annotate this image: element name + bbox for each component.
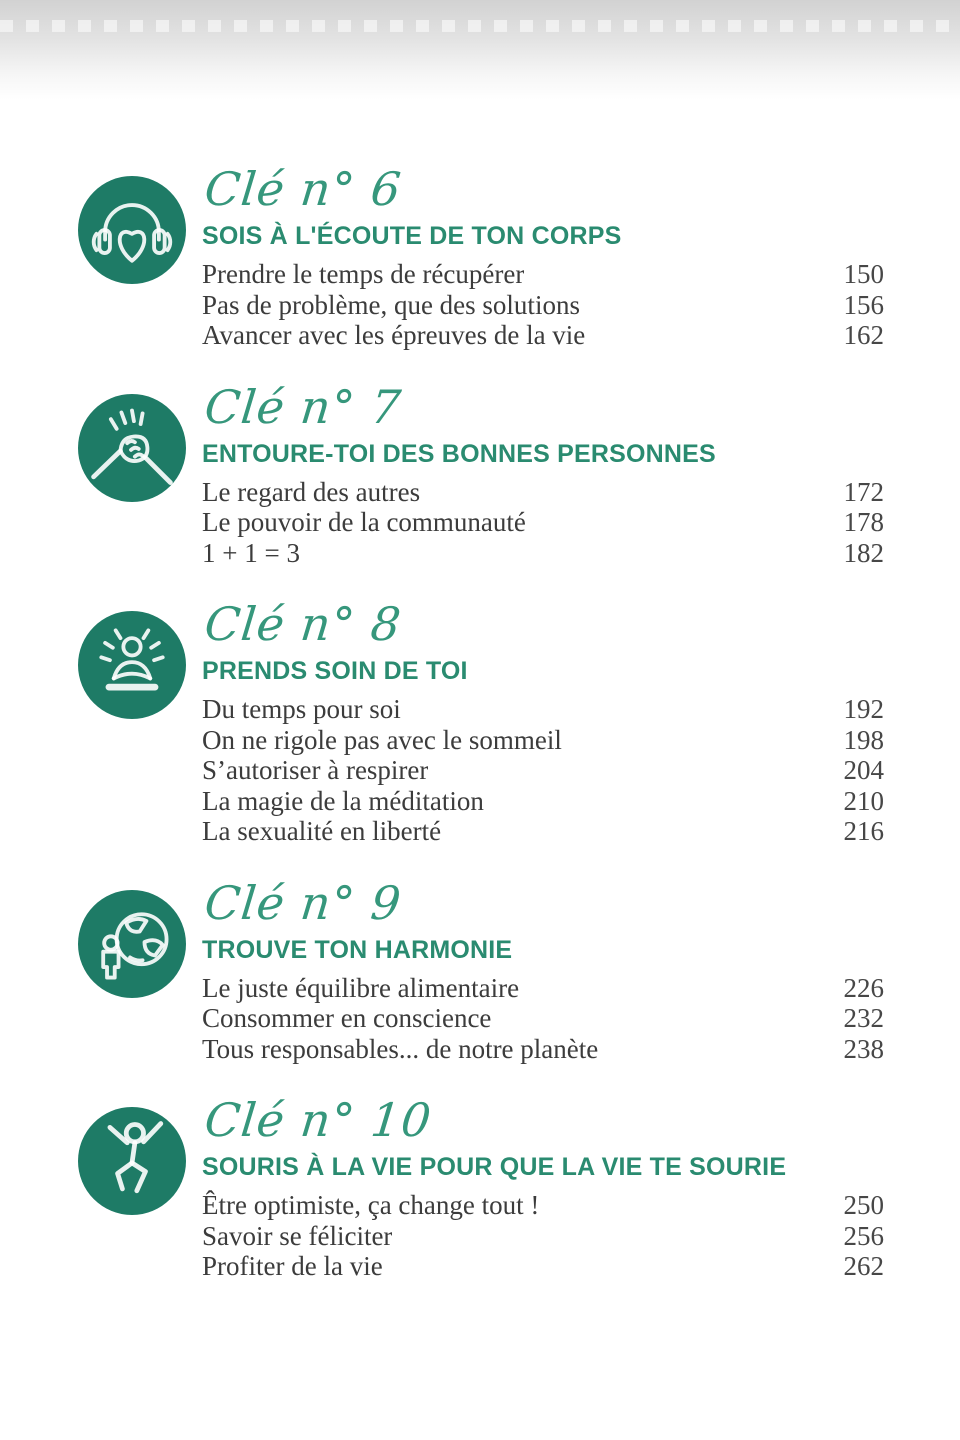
toc-section [78,874,884,1065]
toc-entry-list [202,477,884,569]
toc-entry [202,538,884,569]
toc-section [78,160,884,351]
toc-entry [202,1190,884,1221]
toc-entry-label: S’autoriser à respirer [202,755,429,785]
toc-entry-label: Du temps pour soi [202,694,401,724]
toc-entry-list [202,259,884,351]
toc-entry-page-number: 182 [843,537,884,568]
page-top-perforation [0,20,960,32]
toc-entry [202,507,884,538]
toc-entry [202,694,884,725]
toc-entry [202,290,884,321]
toc-entry-label: Pas de problème, que des solutions [202,289,580,320]
toc-section-content [202,1091,884,1282]
toc-entry-page-number: 198 [843,724,884,755]
toc-entry-page-number: 232 [843,1003,884,1033]
toc-entry-page-number: 162 [843,320,884,350]
headphones-heart-icon [78,176,186,284]
toc-entry-label: On ne rigole pas avec le sommeil [202,724,562,755]
toc-entry-page-number: 256 [843,1220,884,1251]
toc-section-content [202,595,884,847]
toc-entry-label: Être optimiste, ça change tout ! [202,1190,540,1220]
toc-entry-label: La sexualité en liberté [202,816,442,846]
section-key-label: Clé n° 6 [202,162,405,216]
toc-entry-page-number: 226 [843,972,884,1003]
toc-entry-label: Tous responsables... de notre planète [202,1033,599,1064]
toc-entry [202,259,884,290]
section-title: SOURIS À LA VIE POUR QUE LA VIE TE SOURIE [202,1153,787,1181]
toc-entry [202,320,884,351]
toc-section-content [202,874,884,1065]
toc-entry-label: Prendre le temps de récupérer [202,259,525,289]
toc-section-content [202,378,884,569]
toc-entry-label: Consommer en conscience [202,1003,492,1033]
toc-entry-label: La magie de la méditation [202,785,484,816]
toc-entry-page-number: 262 [843,1251,884,1281]
toc-entry [202,725,884,756]
toc-entry-page-number: 150 [843,259,884,289]
toc-entry-page-number: 210 [843,785,884,816]
toc-entry [202,816,884,847]
toc-entry-list [202,1190,884,1282]
toc-entry [202,1034,884,1065]
section-title: ENTOURE-TOI DES BONNES PERSONNES [202,439,716,468]
toc-entry-page-number: 216 [843,816,884,846]
page-top-scan-edge [0,0,960,100]
toc-entry-list [202,694,884,847]
table-of-contents [0,160,960,1309]
toc-entry-page-number: 204 [843,755,884,785]
toc-entry [202,1221,884,1252]
toc-entry-page-number: 250 [843,1190,884,1220]
toc-entry-label: 1 + 1 = 3 [202,537,300,568]
toc-entry-label: Profiter de la vie [202,1251,383,1281]
toc-entry-page-number: 238 [843,1033,884,1064]
toc-entry-label: Le regard des autres [202,476,421,507]
toc-entry-page-number: 192 [843,694,884,724]
toc-entry [202,786,884,817]
toc-entry [202,755,884,786]
toc-entry [202,973,884,1004]
jumping-person-icon [78,1107,186,1215]
toc-entry-page-number: 172 [843,476,884,507]
section-key-label: Clé n° 9 [202,875,405,930]
high-five-hands-icon [78,394,186,502]
toc-entry-label: Le pouvoir de la communauté [202,507,526,537]
meditation-person-icon [78,611,186,719]
section-key-label: Clé n° 8 [202,597,405,651]
toc-entry [202,1003,884,1034]
section-title: PRENDS SOIN DE TOI [202,657,468,685]
section-title: SOIS À L'ÉCOUTE DE TON CORPS [202,222,622,250]
toc-section-content [202,160,884,351]
person-globe-icon [78,890,186,998]
toc-entry-label: Avancer avec les épreuves de la vie [202,320,586,350]
toc-section [78,378,884,569]
section-key-label: Clé n° 10 [202,1093,435,1147]
toc-entry-label: Le juste équilibre alimentaire [202,972,520,1003]
toc-section [78,1091,884,1282]
toc-entry [202,1251,884,1282]
toc-entry [202,477,884,508]
toc-entry-page-number: 156 [843,289,884,320]
toc-entry-list [202,973,884,1065]
section-title: TROUVE TON HARMONIE [202,935,513,964]
toc-entry-label: Savoir se féliciter [202,1220,393,1251]
section-key-label: Clé n° 7 [202,379,405,434]
toc-entry-page-number: 178 [843,507,884,537]
toc-section [78,595,884,847]
